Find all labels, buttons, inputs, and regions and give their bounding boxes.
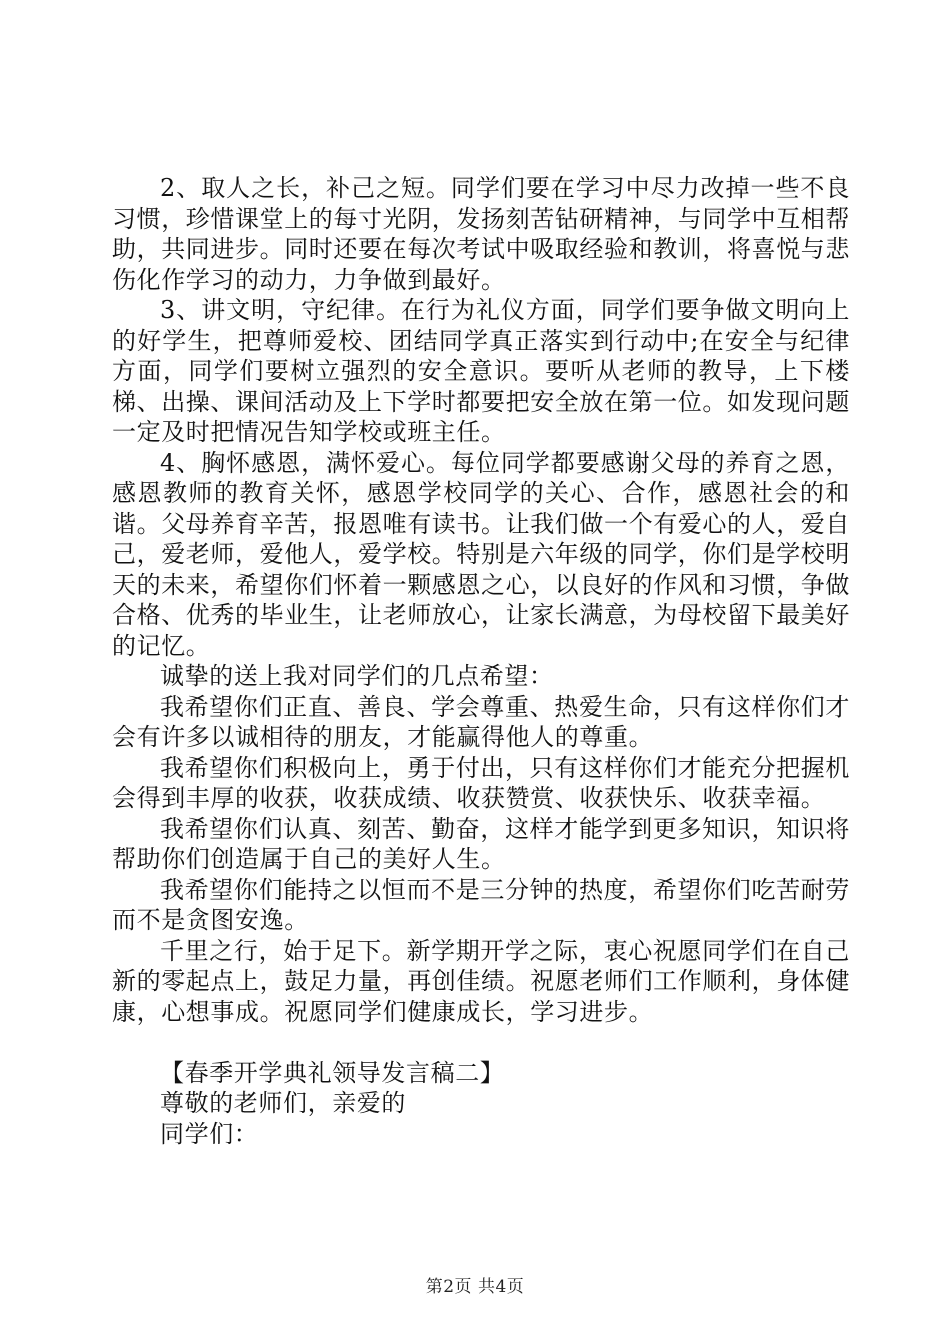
section-gap — [112, 1027, 850, 1058]
paragraph-3-civility: 3、讲文明，守纪律。在行为礼仪方面，同学们要争做文明向上的好学生，把尊师爱校、团结同学真正落实到行动中;在安全与纪律方面，同学们要树立强烈的安全意识。要听从老师的教导，上下楼梯、出操、课间活动及上下学时都要把安全放在第一位。如发现问题一定及时把情况告知学校或班主任。 — [112, 296, 850, 446]
paragraph-hopes-intro: 诚挚的送上我对同学们的几点希望： — [160, 662, 554, 690]
salutation-line-2: 同学们： — [160, 1119, 259, 1148]
paragraph-hope-3: 我希望你们认真、刻苦、勤奋，这样才能学到更多知识，知识将帮助你们创造属于自己的美好人生。 — [112, 814, 850, 873]
paragraph-hope-2: 我希望你们积极向上，勇于付出，只有这样你们才能充分把握机会得到丰厚的收获，收获成绩、收获赞赏、收获快乐、收获幸福。 — [112, 753, 850, 812]
paragraph-hope-1: 我希望你们正直、善良、学会尊重、热爱生命，只有这样你们才会有许多以诚相待的朋友，才能赢得他人的尊重。 — [112, 692, 850, 751]
salutation-line-1: 尊敬的老师们，亲爱的 — [160, 1089, 406, 1117]
page-footer: 第2页 共4页 — [425, 1277, 525, 1297]
paragraph-4-gratitude: 4、胸怀感恩，满怀爱心。每位同学都要感谢父母的养育之恩，感恩教师的教育关怀，感恩学校同学的关心、合作，感恩社会的和谐。父母养育辛苦，报恩唯有读书。让我们做一个有爱心的人，爱自己，爱老师，爱他人，爱学校。特别是六年级的同学，你们是学校明天的未来，希望你们怀着一颗感恩之心，以良好的作风和习惯，争做合格、优秀的毕业生，让老师放心，让家长满意，为母校留下最美好的记忆。 — [112, 448, 850, 660]
paragraph-hope-4: 我希望你们能持之以恒而不是三分钟的热度，希望你们吃苦耐劳而不是贪图安逸。 — [112, 875, 850, 934]
document-body — [112, 173, 850, 1149]
paragraph-closing: 千里之行，始于足下。新学期开学之际，衷心祝愿同学们在自己新的零起点上，鼓足力量，再创佳绩。祝愿老师们工作顺利，身体健康，心想事成。祝愿同学们健康成长，学习进步。 — [112, 936, 850, 1026]
section-title: 【春季开学典礼领导发言稿二】 — [160, 1058, 505, 1087]
paragraph-2-strengths: 2、取人之长，补己之短。同学们要在学习中尽力改掉一些不良习惯，珍惜课堂上的每寸光阴，发扬刻苦钻研精神，与同学中互相帮助，共同进步。同时还要在每次考试中吸取经验和教训，将喜悦与悲伤化作学习的动力，力争做到最好。 — [112, 174, 850, 294]
